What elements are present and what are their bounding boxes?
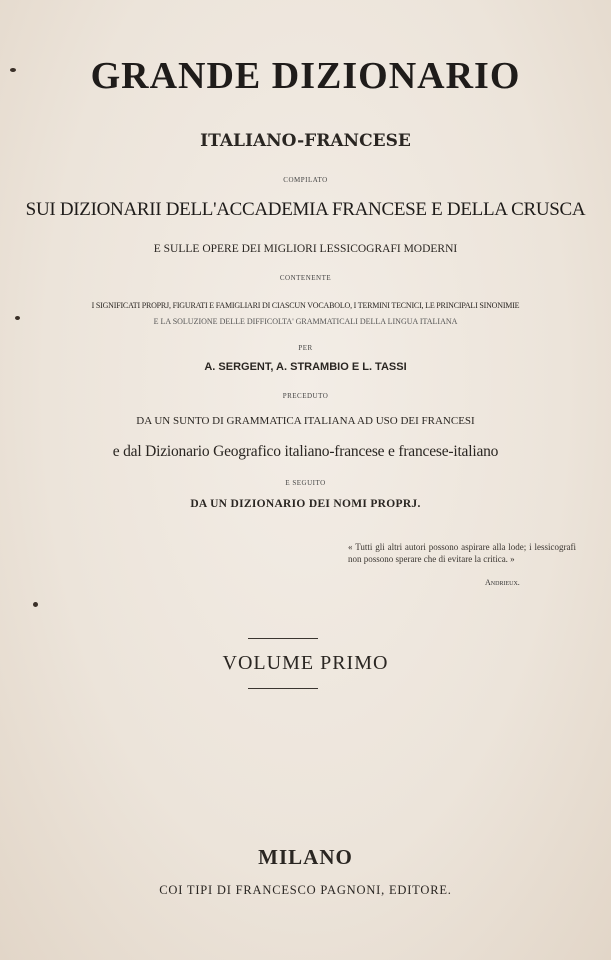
preceduto-label: PRECEDUTO bbox=[282, 392, 329, 400]
city: MILANO bbox=[258, 845, 353, 869]
per-label: PER bbox=[298, 344, 313, 352]
ink-spot bbox=[10, 68, 16, 72]
contenente-label: CONTENENTE bbox=[279, 274, 332, 282]
grammar-summary-line: DA UN SUNTO DI GRAMMATICA ITALIANA AD USO DEI FRANCESI bbox=[136, 415, 475, 427]
ink-spot bbox=[33, 602, 38, 607]
seguito-label: E SEGUITO bbox=[285, 479, 326, 487]
divider-top bbox=[248, 638, 318, 639]
geographic-dictionary-line: e dal Dizionario Geografico italiano-francese e francese-italiano bbox=[112, 443, 499, 460]
contents-line-2: E LA SOLUZIONE DELLE DIFFICOLTA' GRAMMATICALI DELLA LINGUA ITALIANA bbox=[153, 317, 458, 326]
opere-line: E SULLE OPERE DEI MIGLIORI LESSICOGRAFI MODERNI bbox=[153, 243, 458, 255]
contents-line-1: I SIGNIFICATI PROPRJ, FIGURATI E FAMIGLIARI DI CIASCUN VOCABOLO, I TERMINI TECNICI, LE PRINCIPALI SINONIMIE bbox=[91, 301, 520, 310]
volume-label: VOLUME PRIMO bbox=[222, 652, 389, 674]
divider-bottom bbox=[248, 688, 318, 689]
epigraph-text: « Tutti gli altri autori possono aspirare alla lode; i lessicografi non possono sperare che di evitare la critica. » bbox=[348, 542, 576, 564]
epigraph-author: Andrieux. bbox=[485, 578, 520, 587]
book-subtitle: ITALIANO-FRANCESE bbox=[200, 131, 411, 151]
proper-names-line: DA UN DIZIONARIO DEI NOMI PROPRJ. bbox=[190, 498, 421, 510]
ink-spot bbox=[15, 316, 20, 320]
book-title: GRANDE DIZIONARIO bbox=[90, 55, 521, 97]
sources-line: SUI DIZIONARII DELL'ACCADEMIA FRANCESE E DELLA CRUSCA bbox=[25, 199, 586, 220]
authors: A. SERGENT, A. STRAMBIO E L. TASSI bbox=[204, 361, 407, 373]
publisher: COI TIPI DI FRANCESCO PAGNONI, EDITORE. bbox=[159, 883, 452, 897]
compilato-label: COMPILATO bbox=[283, 176, 328, 184]
